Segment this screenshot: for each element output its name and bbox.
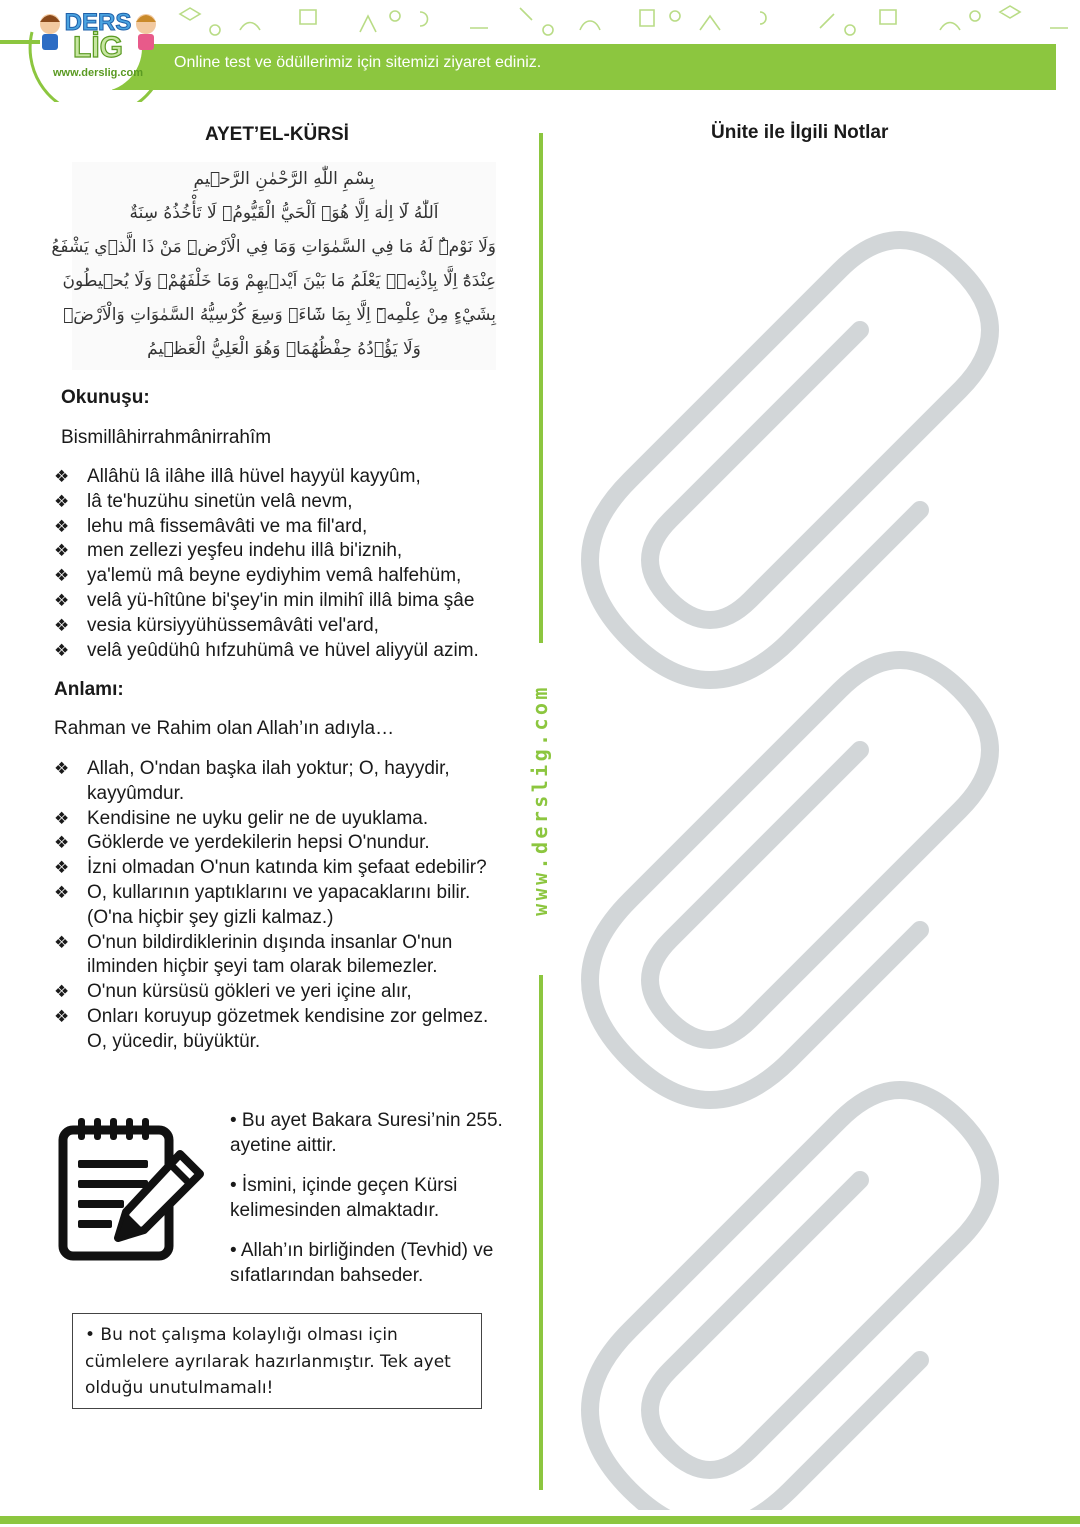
banner-text[interactable]: Online test ve ödüllerimiz için sitemizi ziyaret ediniz. bbox=[174, 54, 542, 71]
paperclip-icon bbox=[590, 240, 990, 680]
notes-section-title: Ünite ile İlgili Notlar bbox=[711, 122, 889, 143]
paperclip-watermarks bbox=[560, 150, 1060, 1510]
column-divider-top bbox=[539, 133, 543, 643]
list-item: ❖ İzni olmadan O'nun katında kim şefaat edebilir? bbox=[54, 856, 499, 881]
list-item: ❖ velâ yeûdühû hıfzuhümâ ve hüvel aliyyül azim. bbox=[54, 639, 524, 664]
reminder-box bbox=[72, 1313, 482, 1409]
svg-text:DERS: DERS bbox=[64, 9, 132, 36]
arabic-verse-block bbox=[51, 162, 496, 370]
list-item: ❖ Allâhü lâ ilâhe illâ hüvel hayyül kayyûm, bbox=[54, 465, 524, 490]
list-item: ❖ lehu mâ fissemâvâti ve ma fil'ard, bbox=[54, 515, 524, 540]
column-divider-bottom bbox=[539, 975, 543, 1490]
svg-text:www.derslig.com: www.derslig.com bbox=[52, 67, 144, 79]
notepad-pencil-icon bbox=[58, 1118, 206, 1262]
verse-notes bbox=[230, 1108, 510, 1303]
reminder-text: • Bu not çalışma kolaylığı olması için cümlelere ayrılarak hazırlanmıştır. Tek ayet olduğu unutulmamalı! bbox=[85, 1325, 451, 1398]
arabic-line: اَللّٰهُ لَٓا اِلٰهَ اِلَّا هُوَۚ اَلْحَيُّ الْقَيُّومُۚ لَا تَأْخُذُهُ سِنَةٌ bbox=[129, 203, 439, 223]
paperclip-icon bbox=[590, 1090, 990, 1510]
list-item: ❖ velâ yü-hîtûne bi'şey'in min ilmihî illâ bima şâe bbox=[54, 589, 524, 614]
note-item: • Bu ayet Bakara Suresi’nin 255. ayetine aittir. bbox=[230, 1110, 503, 1156]
list-item: ❖ vesia kürsiyyühüssemâvâti vel'ard, bbox=[54, 614, 524, 639]
anlami-heading: Anlamı: bbox=[54, 679, 124, 700]
paperclip-icon bbox=[590, 660, 990, 1100]
arabic-line: وَلَا يَؤُ۫دُهُ حِفْظُهُمَاۚ وَهُوَ الْعَلِيُّ الْعَظ۪يمُ bbox=[147, 339, 421, 359]
anlami-list bbox=[54, 757, 499, 1055]
okunusu-heading: Okunuşu: bbox=[61, 387, 150, 408]
list-item: ❖ Onları koruyup gözetmek kendisine zor gelmez. O, yücedir, büyüktür. bbox=[54, 1005, 499, 1055]
list-item: ❖ Kendisine ne uyku gelir ne de uyuklama. bbox=[54, 807, 499, 832]
anlami-intro: Rahman ve Rahim olan Allah’ın adıyla… bbox=[54, 718, 395, 739]
list-item: ❖ Göklerde ve yerdekilerin hepsi O'nundur. bbox=[54, 831, 499, 856]
okunusu-list bbox=[54, 465, 524, 663]
note-item: • İsmini, içinde geçen Kürsi kelimesinden almaktadır. bbox=[230, 1175, 458, 1221]
arabic-line: بِسْمِ اللّٰهِ الرَّحْمٰنِ الرَّح۪يمِ bbox=[193, 169, 375, 189]
arabic-line: بِشَيْءٍ مِنْ عِلْمِه۪ٓ اِلَّا بِمَا شَٓاءَۚ وَسِعَ كُرْسِيُّهُ السَّمٰوَاتِ وَالْاَرْضَۚ bbox=[63, 305, 496, 325]
list-item: ❖ O, kullarının yaptıklarını ve yapacaklarını bilir. (O'na hiçbir şey gizli kalmaz.) bbox=[54, 881, 499, 931]
arabic-line: عِنْدَهُٓ اِلَّا بِاِذْنِه۪ۜ يَعْلَمُ مَا بَيْنَ اَيْد۪يهِمْ وَمَا خَلْفَهُمْۚ وَلَا يُح۪يطُونَ bbox=[62, 271, 496, 291]
list-item: ❖ O'nun bildirdiklerinin dışında insanlar O'nun ilminden hiçbir şeyi tam olarak bilemezler. bbox=[54, 931, 499, 981]
svg-text:LİG: LİG bbox=[73, 31, 123, 64]
page-title: AYET’EL-KÜRSİ bbox=[205, 124, 349, 145]
footer-rule bbox=[0, 1516, 1080, 1524]
list-item: ❖ lâ te'huzühu sinetün velâ nevm, bbox=[54, 490, 524, 515]
okunusu-intro: Bismillâhirrahmânirrahîm bbox=[61, 427, 272, 448]
list-item: ❖ men zellezi yeşfeu indehu illâ bi'iznih, bbox=[54, 539, 524, 564]
list-item: ❖ ya'lemü mâ beyne eydiyhim vemâ halfehüm, bbox=[54, 564, 524, 589]
list-item: ❖ Allah, O'ndan başka ilah yoktur; O, hayydir, kayyûmdur. bbox=[54, 757, 499, 807]
list-item: ❖ O'nun kürsüsü gökleri ve yeri içine alır, bbox=[54, 980, 499, 1005]
derslig-logo[interactable] bbox=[28, 2, 168, 102]
note-item: • Allah’ın birliğinden (Tevhid) ve sıfatlarından bahseder. bbox=[230, 1240, 494, 1286]
arabic-line: وَلَا نَوْمٌۜ لَهُ مَا فِي السَّمٰوَاتِ وَمَا فِي الْاَرْضِۜ مَنْ ذَا الَّذ۪ي يَشْفَعُ bbox=[51, 237, 496, 257]
